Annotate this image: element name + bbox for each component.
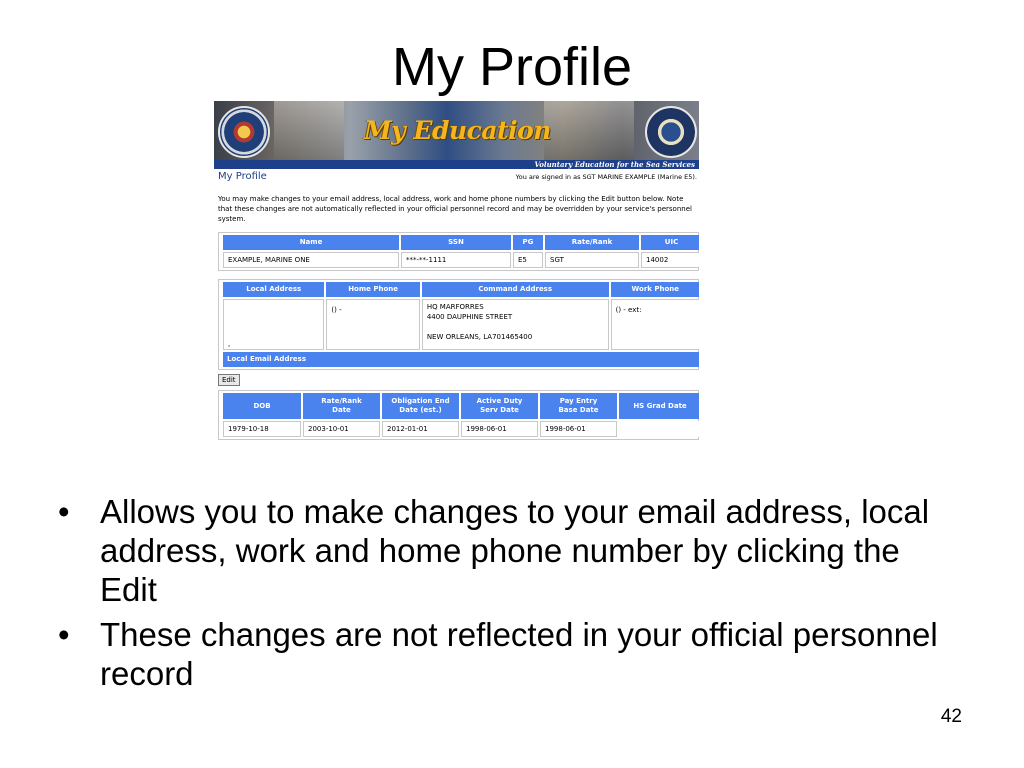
identity-table xyxy=(221,233,699,270)
signed-in-status: You are signed in as SGT MARINE EXAMPLE (Marine E5). xyxy=(515,173,697,181)
name-value: EXAMPLE, MARINE ONE xyxy=(223,252,399,268)
profile-screenshot xyxy=(214,101,699,478)
bullet-item xyxy=(58,492,958,609)
dob-value: 1979-10-18 xyxy=(223,421,301,437)
command-address-line: 4400 DAUPHINE STREET xyxy=(426,313,513,321)
page-number: 42 xyxy=(940,706,962,727)
rate-rank-value: SGT xyxy=(545,252,639,268)
banner-photo xyxy=(274,101,344,169)
home-phone-value: () - xyxy=(326,299,419,350)
dates-table-wrap xyxy=(218,390,699,440)
edit-button[interactable]: Edit xyxy=(218,374,240,386)
bullet-glyph: • xyxy=(58,616,70,653)
tagline: Voluntary Education for the Sea Services xyxy=(534,160,695,169)
site-banner xyxy=(214,101,699,169)
bullet-text: Allows you to make changes to your email address, local address, work and home phone number by clicking the Edit xyxy=(100,493,930,608)
contact-table-wrap xyxy=(218,279,699,370)
obligation-end-date-value: 2012-01-01 xyxy=(382,421,459,437)
hs-grad-date-value xyxy=(619,421,699,437)
col-header-dob: DOB xyxy=(223,393,301,419)
identity-table-wrap xyxy=(218,232,699,271)
intro-text: You may make changes to your email address, local address, work and home phone numbers by clicking the Edit button below. Note that these changes are not automatically reflected in your official personnel record and may be overridden by your service's personnel system. xyxy=(218,195,692,223)
table-row xyxy=(223,252,699,268)
col-header-hs-grad-date: HS Grad Date xyxy=(619,393,699,419)
usmc-seal-icon xyxy=(218,106,270,158)
tagline-bar xyxy=(214,160,699,169)
col-header-home-phone: Home Phone xyxy=(326,282,419,297)
col-header-work-phone: Work Phone xyxy=(611,282,699,297)
col-header-local-email: Local Email Address xyxy=(223,352,699,367)
pay-entry-base-date-value: 1998-06-01 xyxy=(540,421,617,437)
navy-seal-icon xyxy=(645,106,697,158)
command-address-line: NEW ORLEANS, LA701465400 xyxy=(426,333,533,341)
col-header-rate-rank-date: Rate/Rank Date xyxy=(303,393,380,419)
my-education-logo: My Education xyxy=(364,116,551,145)
col-header-obligation-end-date: Obligation End Date (est.) xyxy=(382,393,459,419)
table-row xyxy=(223,299,699,350)
bullet-text: These changes are not reflected in your official personnel record xyxy=(100,616,938,692)
col-header-ssn: SSN xyxy=(401,235,511,250)
ssn-value: ***-**-1111 xyxy=(401,252,511,268)
bullet-list xyxy=(58,492,958,699)
pg-value: E5 xyxy=(513,252,543,268)
profile-header xyxy=(214,171,699,186)
uic-value: 14002 xyxy=(641,252,699,268)
contact-table xyxy=(221,280,699,369)
col-header-pay-entry-base-date: Pay Entry Base Date xyxy=(540,393,617,419)
active-duty-serv-date-value: 1998-06-01 xyxy=(461,421,538,437)
bullet-item xyxy=(58,615,958,693)
col-header-active-duty-serv-date: Active Duty Serv Date xyxy=(461,393,538,419)
work-phone-value: () - ext: xyxy=(611,299,699,350)
command-address-line: HQ MARFORRES xyxy=(426,303,484,311)
col-header-rate-rank: Rate/Rank xyxy=(545,235,639,250)
table-row xyxy=(223,421,699,437)
rate-rank-date-value: 2003-10-01 xyxy=(303,421,380,437)
col-header-local-address: Local Address xyxy=(223,282,324,297)
bullet-glyph: • xyxy=(58,493,70,530)
col-header-name: Name xyxy=(223,235,399,250)
slide-title: My Profile xyxy=(391,37,633,97)
col-header-uic: UIC xyxy=(641,235,699,250)
page-title: My Profile xyxy=(218,171,267,182)
local-address-value: , xyxy=(223,299,324,350)
col-header-pg: PG xyxy=(513,235,543,250)
banner-photo xyxy=(544,101,634,169)
dates-table xyxy=(221,391,699,439)
col-header-command-address: Command Address xyxy=(422,282,609,297)
command-address-value xyxy=(422,299,609,350)
